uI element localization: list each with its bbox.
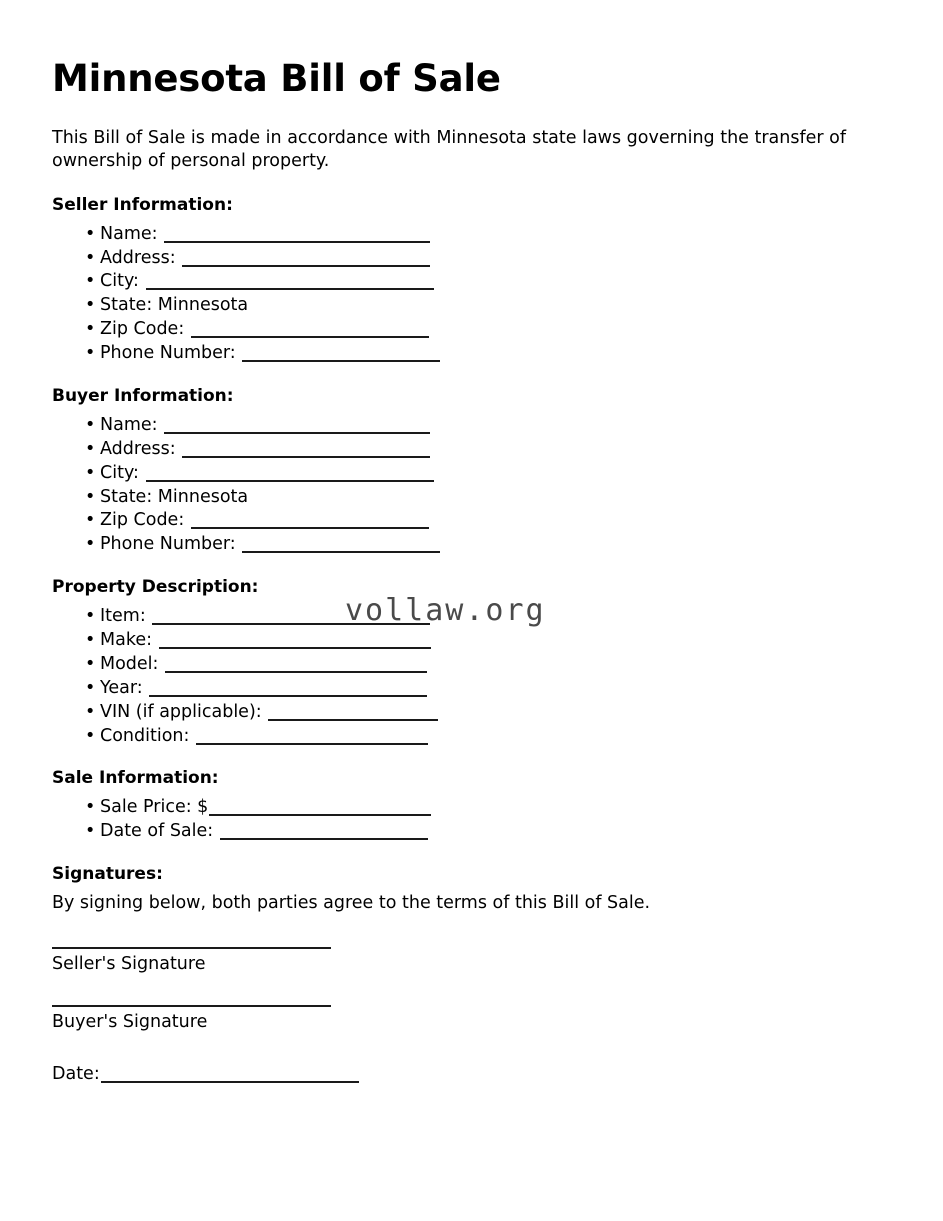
signature-date-rule[interactable] [101,1081,359,1083]
signatures-section-heading: Signatures: [52,864,163,885]
field-blank-rule[interactable] [196,743,428,745]
signature-date-label: Date: [52,1063,100,1084]
field-label: Sale Price: $ [100,797,209,818]
field-blank-rule[interactable] [209,814,431,816]
list-item [100,414,892,438]
field-blank-rule[interactable] [159,647,431,649]
field-blank-rule[interactable] [191,527,429,529]
field-label: Name: [100,223,158,244]
list-item [100,796,892,820]
field-blank-rule[interactable] [165,671,427,673]
buyer-signature-caption: Buyer's Signature [52,1012,208,1033]
field-label: Phone Number: [100,343,236,364]
field-blank-rule[interactable] [164,241,430,243]
intro-paragraph: This Bill of Sale is made in accordance with Minnesota state laws governing the transfer of ownership of personal property. [52,127,847,171]
buyer-signature-line[interactable] [52,1005,331,1007]
field-blank-rule[interactable] [146,480,434,482]
seller-section-heading: Seller Information: [52,194,233,215]
field-label: Phone Number: [100,534,236,555]
list-item [100,486,892,510]
document-body [52,58,892,1086]
field-label: Item: [100,606,146,627]
field-label: Make: [100,630,152,651]
list-item [100,318,892,342]
field-label: City: [100,271,139,292]
list-item [100,629,892,653]
field-label: Model: [100,653,159,674]
seller-signature-caption: Seller's Signature [52,954,206,975]
property-section-heading: Property Description: [52,577,259,598]
field-label: State: [100,486,153,507]
field-label: City: [100,462,139,483]
list-item [100,462,892,486]
field-label: Name: [100,414,158,435]
field-blank-rule[interactable] [242,551,440,553]
field-label: Zip Code: [100,510,185,531]
list-item [100,247,892,271]
signature-date-row [52,1063,892,1086]
list-item [100,820,892,844]
field-blank-rule[interactable] [149,695,427,697]
list-item [100,701,892,725]
field-blank-rule[interactable] [220,838,428,840]
seller-signature-group [52,947,892,976]
field-blank-rule[interactable] [164,432,430,434]
list-item [100,294,892,318]
list-item [100,342,892,366]
buyer-section-heading: Buyer Information: [52,385,234,406]
seller-signature-line[interactable] [52,947,331,949]
list-item [100,438,892,462]
page-title: Minnesota Bill of Sale [52,57,501,100]
field-label: Address: [100,438,176,459]
list-item [100,677,892,701]
field-label: Year: [100,677,143,698]
field-label: State: [100,295,153,316]
field-blank-rule[interactable] [152,623,430,625]
field-blank-rule[interactable] [268,719,438,721]
field-label: Date of Sale: [100,821,214,842]
field-value: Minnesota [157,486,249,507]
field-label: Condition: [100,725,190,746]
field-blank-rule[interactable] [182,456,430,458]
field-blank-rule[interactable] [146,288,434,290]
list-item [100,605,892,629]
field-label: Address: [100,247,176,268]
field-blank-rule[interactable] [182,265,430,267]
field-value: Minnesota [157,295,249,316]
field-label: Zip Code: [100,319,185,340]
field-blank-rule[interactable] [242,360,440,362]
sale-field-list [52,796,892,844]
field-label: VIN (if applicable): [100,701,262,722]
list-item [100,653,892,677]
list-item [100,509,892,533]
list-item [100,725,892,749]
sale-section-heading: Sale Information: [52,768,219,789]
buyer-signature-group [52,1005,892,1034]
field-blank-rule[interactable] [191,336,429,338]
property-field-list [52,605,892,748]
seller-field-list [52,223,892,366]
buyer-field-list [52,414,892,557]
list-item [100,270,892,294]
list-item [100,533,892,557]
signature-agreement-note: By signing below, both parties agree to the terms of this Bill of Sale. [52,893,651,914]
list-item [100,223,892,247]
watermark-vollaw: vollaw.org [345,593,546,628]
